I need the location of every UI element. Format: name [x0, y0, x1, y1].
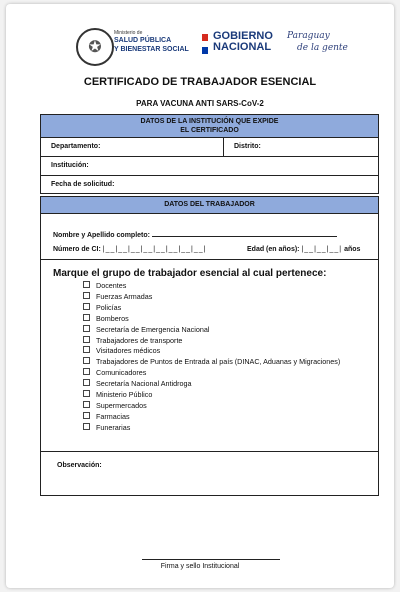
name-label: Nombre y Apellido completo:: [53, 232, 150, 239]
groups-heading: Marque el grupo de trabajador esencial al cual pertenece:: [53, 268, 327, 279]
checkbox-icon[interactable]: [83, 368, 90, 375]
groups-list: [83, 281, 340, 434]
observacion-field[interactable]: [41, 452, 378, 496]
ci-field[interactable]: [53, 246, 206, 253]
certificate-page: [6, 4, 394, 588]
age-boxes[interactable]: |__|__|__|: [301, 246, 343, 253]
ministry-small-text: Ministerio de: [114, 30, 143, 36]
group-option-label: Fuerzas Armadas: [96, 291, 153, 301]
age-field[interactable]: [247, 246, 360, 253]
group-option[interactable]: [83, 401, 340, 412]
checkbox-icon[interactable]: [83, 314, 90, 321]
group-option[interactable]: [83, 325, 340, 336]
ci-boxes[interactable]: |__|__|__|__|__|__|__|__|: [102, 246, 207, 253]
name-underline[interactable]: [152, 230, 337, 237]
group-option-label: Comunicadores: [96, 368, 147, 378]
distrito-field[interactable]: [223, 138, 379, 156]
slogan-line1: Paraguay: [287, 31, 330, 41]
distrito-label: Distrito:: [234, 143, 261, 150]
ci-label: Número de CI:: [53, 246, 101, 253]
group-option-label: Trabajadores de transporte: [96, 335, 183, 345]
group-option[interactable]: [83, 390, 340, 401]
ministry-line1: SALUD PÚBLICA: [114, 37, 172, 44]
group-option[interactable]: [83, 336, 340, 347]
slogan-logo: [287, 30, 348, 54]
group-option[interactable]: [83, 314, 340, 325]
age-suffix: años: [344, 246, 361, 253]
group-option-label: Farmacias: [96, 411, 130, 421]
checkbox-icon[interactable]: [83, 390, 90, 397]
group-option[interactable]: [83, 423, 340, 434]
institucion-label: Institución:: [51, 162, 89, 169]
worker-section: [40, 196, 379, 496]
group-option-label: Docentes: [96, 281, 127, 290]
group-option-label: Ministerio Público: [96, 390, 153, 400]
worker-data: [41, 214, 378, 260]
fecha-row[interactable]: [41, 176, 378, 194]
institucion-row[interactable]: [41, 157, 378, 176]
checkbox-icon[interactable]: [83, 281, 90, 288]
departamento-row[interactable]: [41, 138, 378, 157]
checkbox-icon[interactable]: [83, 292, 90, 299]
group-option[interactable]: [83, 379, 340, 390]
group-option-label: Funerarias: [96, 422, 131, 432]
worker-section-header: DATOS DEL TRABAJADOR: [41, 197, 378, 214]
observacion-label: Observación:: [57, 462, 102, 469]
slogan-line2: de la gente: [297, 43, 348, 53]
checkbox-icon[interactable]: [83, 423, 90, 430]
group-option-label: Supermercados: [96, 400, 147, 410]
institution-section-header: [41, 115, 378, 138]
group-option[interactable]: [83, 292, 340, 303]
checkbox-icon[interactable]: [83, 379, 90, 386]
checkbox-icon[interactable]: [83, 357, 90, 364]
checkbox-icon[interactable]: [83, 346, 90, 353]
checkbox-icon[interactable]: [83, 303, 90, 310]
institution-header-line1: DATOS DE LA INSTITUCIÓN QUE EXPIDE: [140, 118, 279, 125]
gob-line1: GOBIERNO: [213, 30, 273, 42]
flag-icon: [202, 34, 208, 54]
signature-label: Firma y sello Institucional: [160, 563, 240, 570]
gobierno-nacional-logo: [213, 31, 273, 53]
group-option[interactable]: [83, 412, 340, 423]
checkbox-icon[interactable]: [83, 336, 90, 343]
group-option-label: Policías: [96, 302, 122, 312]
name-field[interactable]: [53, 230, 337, 239]
checkbox-icon[interactable]: [83, 325, 90, 332]
groups-area: [41, 260, 378, 452]
group-option[interactable]: [83, 368, 340, 379]
page-subtitle: PARA VACUNA ANTI SARS-CoV-2: [136, 99, 264, 108]
national-seal-icon: ✪: [76, 28, 114, 66]
group-option-label: Visitadores médicos: [96, 346, 161, 356]
group-option-label: Bomberos: [96, 313, 129, 323]
institution-section: [40, 114, 379, 194]
ministry-logo: [114, 30, 199, 54]
checkbox-icon[interactable]: [83, 401, 90, 408]
ministry-line2: Y BIENESTAR SOCIAL: [114, 46, 189, 53]
group-option-label: Secretaría de Emergencia Nacional: [96, 324, 210, 334]
signature-line: [142, 559, 280, 560]
institution-header-line2: EL CERTIFICADO: [180, 127, 239, 134]
group-option-label: Trabajadores de Puntos de Entrada al país (DINAC, Aduanas y Migraciones): [96, 357, 341, 367]
page-title: CERTIFICADO DE TRABAJADOR ESENCIAL: [83, 76, 317, 88]
group-option[interactable]: [83, 357, 340, 368]
age-label: Edad (en años):: [247, 246, 300, 253]
gob-line2: NACIONAL: [213, 41, 272, 53]
group-option[interactable]: [83, 346, 340, 357]
checkbox-icon[interactable]: [83, 412, 90, 419]
group-option[interactable]: [83, 281, 340, 292]
departamento-label: Departamento:: [51, 143, 101, 150]
fecha-label: Fecha de solicitud:: [51, 181, 115, 188]
group-option-label: Secretaría Nacional Antidroga: [96, 379, 192, 389]
group-option[interactable]: [83, 303, 340, 314]
